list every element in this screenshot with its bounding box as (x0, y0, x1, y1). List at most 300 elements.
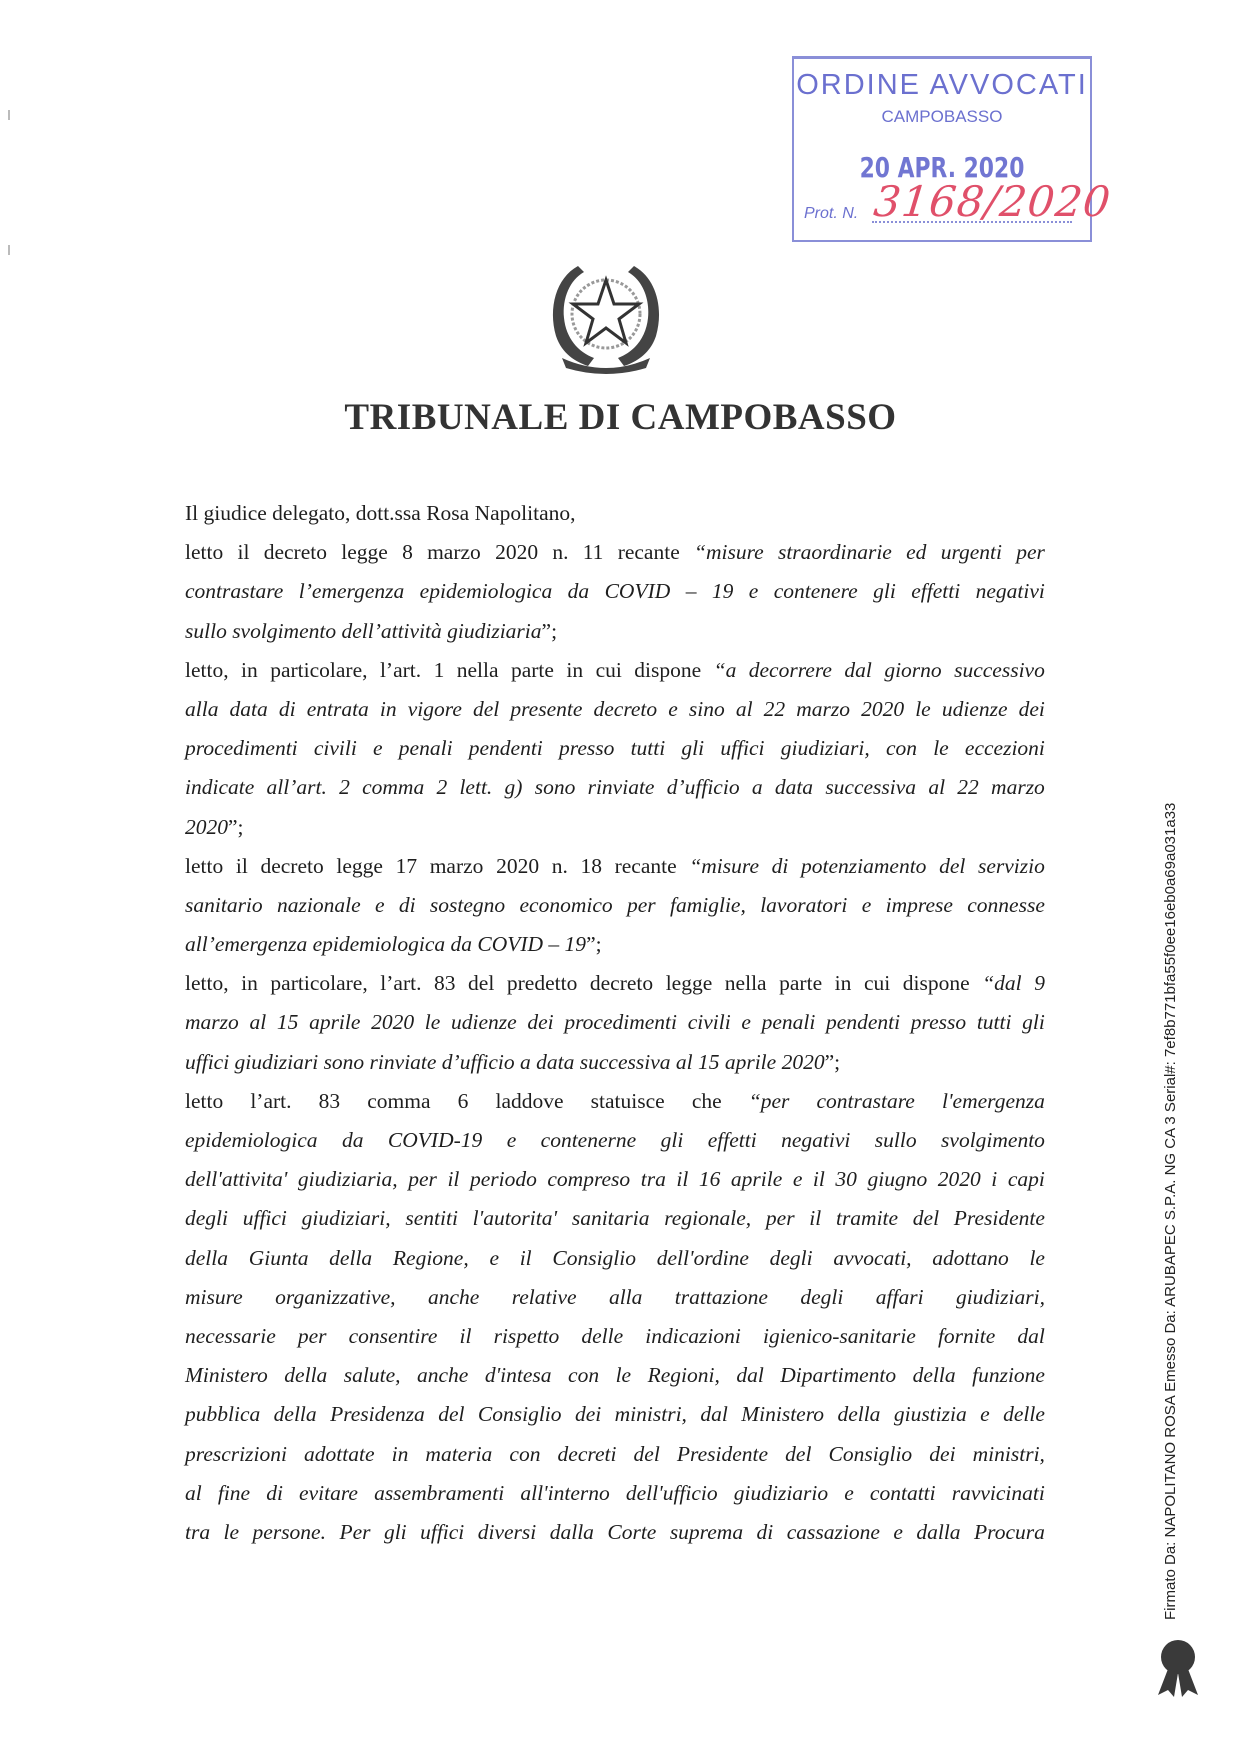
quoted-word: successivo (954, 657, 1045, 682)
quoted-word: giudiziari, (780, 736, 870, 761)
quoted-word: le (933, 736, 949, 761)
quoted-word: giustizia (893, 1402, 967, 1427)
quoted-word: 30 (835, 1167, 857, 1192)
quoted-word: tra (185, 1519, 211, 1544)
quoted-word: le (1029, 1245, 1045, 1270)
quoted-word: il (447, 1167, 460, 1192)
scan-edge-mark (8, 110, 10, 120)
body-word: decreto (263, 540, 327, 565)
quoted-word: nazionale (277, 892, 361, 917)
quoted-word: marzo (991, 775, 1045, 800)
quoted-word: e (374, 892, 385, 917)
body-line (185, 886, 1045, 925)
body-word: 17 (395, 853, 418, 878)
body-word: predetto (506, 971, 578, 996)
italian-republic-emblem-icon (548, 258, 664, 376)
body-line (185, 847, 1045, 886)
quoted-word: a (751, 775, 763, 800)
body-line (185, 1082, 1045, 1121)
quoted-text: all’emergenza epidemiologica da COVID – 19 (185, 932, 587, 957)
quoted-word: e (506, 1128, 517, 1152)
body-line (185, 690, 1045, 729)
quoted-word: funzione (972, 1363, 1045, 1388)
quoted-word: relative (511, 1284, 577, 1309)
body-word: parte (779, 971, 823, 996)
body-word: letto, (185, 971, 229, 996)
body-line (185, 768, 1045, 807)
quoted-word: le (223, 1519, 240, 1544)
quoted-word: 9 (1034, 971, 1045, 996)
quoted-text: 2020 (185, 814, 228, 839)
quoted-word: giudiziario (733, 1480, 829, 1505)
quoted-word: avvocati, (833, 1245, 912, 1270)
quoted-word: economico (519, 892, 613, 917)
quoted-word: in (379, 696, 397, 721)
quoted-word: organizzative, (275, 1284, 396, 1309)
body-word: letto (185, 1088, 224, 1113)
quoted-word: Procura (974, 1519, 1045, 1544)
quoted-word: le (615, 1363, 632, 1388)
body-line (185, 1121, 1045, 1160)
body-line (185, 651, 1045, 690)
body-text: ”; (541, 618, 558, 643)
quoted-word: per (765, 1206, 795, 1231)
quoted-word: servizio (977, 853, 1045, 878)
quoted-word: e (792, 1167, 803, 1192)
body-word: legge (341, 540, 388, 565)
body-word: laddove (495, 1088, 564, 1113)
quoted-word: 22 (957, 775, 979, 800)
body-word: nella (456, 657, 499, 682)
quoted-word: gli (873, 579, 896, 604)
quoted-word: dei (929, 1441, 956, 1466)
quoted-word: procedimenti (185, 736, 298, 761)
quoted-word: negativi (975, 579, 1045, 604)
quoted-word: marzo (185, 1010, 239, 1035)
body-line (185, 1317, 1045, 1356)
body-word: marzo (427, 540, 481, 565)
body-word: decreto (589, 971, 654, 996)
quoted-word: Ministero (185, 1363, 268, 1388)
body-word: letto (185, 853, 224, 878)
quoted-word: l'autorita' (472, 1206, 558, 1231)
body-text: Il giudice delegato, dott.ssa Rosa Napolitano, (185, 501, 576, 525)
quoted-word: dei (1018, 696, 1045, 721)
quoted-word: l’emergenza (298, 579, 405, 604)
body-word: dispone (902, 971, 970, 996)
quoted-word: con (509, 1441, 541, 1466)
quoted-word: giudiziari, (301, 1206, 391, 1231)
quoted-word: e (668, 696, 678, 721)
quoted-word: 19 (711, 579, 734, 604)
quoted-word: materia (425, 1441, 493, 1466)
quoted-word: giugno (867, 1167, 928, 1192)
quoted-word: presso (559, 736, 615, 761)
body-line (185, 1278, 1045, 1317)
quoted-word: trattazione (674, 1284, 768, 1309)
quoted-word: il (809, 1206, 822, 1231)
quoted-word: effetti (707, 1128, 757, 1152)
body-word: nella (724, 971, 767, 996)
body-word: dispone (634, 657, 702, 682)
quoted-word: COVID-19 (387, 1128, 483, 1152)
quoted-word: ministri, (614, 1402, 687, 1427)
quoted-word: gli (383, 1519, 407, 1544)
quoted-word: decorrere (748, 657, 832, 682)
body-word: legge (336, 853, 383, 878)
quoted-word: dal (844, 657, 872, 682)
quoted-word: Ministero (741, 1402, 825, 1427)
quoted-word: sanitaria (571, 1206, 650, 1231)
quoted-word: udienze (941, 696, 1008, 721)
body-word: in (241, 971, 258, 996)
body-line (185, 1474, 1045, 1513)
body-line (185, 612, 1045, 651)
quoted-word: del (633, 1441, 660, 1466)
quoted-word: al (928, 775, 946, 800)
received-stamp (792, 56, 1114, 242)
quoted-word: tutti (976, 1010, 1012, 1035)
quoted-word: degli (185, 1206, 228, 1231)
quoted-word: il (519, 1245, 532, 1270)
body-word: 83 (318, 1088, 341, 1113)
quoted-word: rispetto (493, 1323, 560, 1348)
quoted-word: dell'attivita' (185, 1167, 288, 1192)
quoted-word: del (785, 1441, 812, 1466)
quoted-word: rinviate (587, 775, 655, 800)
body-word: l’art. (250, 1088, 292, 1113)
quoted-word: al (249, 1010, 267, 1035)
quoted-word: giudiziaria, (297, 1167, 398, 1192)
quoted-word: Presidente (676, 1441, 769, 1466)
quoted-word: della (273, 1402, 317, 1427)
quoted-word: Consiglio (477, 1402, 562, 1427)
quoted-word: misure (185, 1284, 243, 1309)
quoted-word: data (774, 775, 814, 800)
quoted-word: epidemiologica (185, 1128, 318, 1152)
quoted-word: contrastare (185, 579, 284, 604)
quoted-word: della (329, 1245, 373, 1270)
quoted-word: contenerne (540, 1128, 637, 1152)
quoted-word: il (676, 1167, 689, 1192)
quoted-word: uffici (242, 1206, 287, 1231)
quoted-word: della (837, 1402, 881, 1427)
body-text: ”; (824, 1049, 841, 1074)
quoted-word: tutti (630, 736, 666, 761)
quoted-word: evitare (299, 1480, 358, 1505)
body-line (185, 1395, 1045, 1434)
quoted-word: necessarie (185, 1323, 276, 1348)
quoted-word: della (185, 1245, 228, 1270)
scan-edge-mark (8, 245, 10, 255)
quoted-word: al (185, 1480, 202, 1505)
body-word: in (241, 657, 258, 682)
quoted-word: connesse (967, 892, 1045, 917)
quoted-word: igienico-sanitarie (762, 1323, 916, 1348)
quoted-word: – (685, 579, 697, 604)
quoted-word: e (980, 1402, 990, 1427)
body-word: l’art. (379, 657, 422, 682)
quoted-word: dei (574, 1402, 602, 1427)
quoted-word: per (408, 1167, 437, 1192)
quoted-word: il (812, 1167, 825, 1192)
quoted-word: imprese (885, 892, 953, 917)
body-text: ”; (228, 814, 244, 839)
quoted-word: affari (875, 1284, 924, 1309)
stamp-date: 20 APR. 2020 (859, 151, 1025, 184)
quoted-word: sanitario (185, 892, 263, 917)
quoted-word: regionale, (664, 1206, 752, 1231)
quoted-word: l'emergenza (941, 1088, 1045, 1113)
quoted-word: sostegno (429, 892, 506, 917)
body-line (185, 808, 1045, 847)
quoted-word: uffici (420, 1519, 465, 1544)
quoted-word: lett. (459, 775, 493, 800)
body-word: legge (665, 971, 713, 996)
body-line (185, 925, 1045, 964)
quoted-word: dalla (916, 1519, 961, 1544)
stamp-protocol-label: Prot. N. (804, 205, 859, 222)
body-word: cui (863, 971, 891, 996)
quoted-word: Regione, (392, 1245, 469, 1270)
body-word: 1 (433, 657, 445, 682)
quoted-word: famiglie, (670, 892, 746, 917)
quoted-word: “per (748, 1088, 790, 1113)
quoted-word: per (627, 892, 656, 917)
quoted-word: tra (640, 1167, 666, 1192)
body-line (185, 729, 1045, 768)
digital-signature-text: Firmato Da: NAPOLITANO ROSA Emesso Da: ARUBAPEC S.P.A. NG CA 3 Serial#: 7ef8b771bfa55f0ee16eb0a69a031a33 (1162, 802, 1179, 1620)
quoted-word: dalla (549, 1519, 594, 1544)
quoted-text: uffici giudiziari sono rinviate d’ufficio a data successiva al 15 aprile 2020 (185, 1049, 825, 1074)
quoted-word: straordinarie (777, 540, 892, 565)
body-word: cui (595, 657, 622, 682)
body-text: ”; (586, 932, 602, 957)
body-word: statuisce (590, 1088, 665, 1113)
quoted-word: successiva (825, 775, 917, 800)
quoted-word: degli (769, 1245, 813, 1270)
quoted-word: Presidenza (330, 1402, 425, 1427)
quoted-word: delle (1003, 1402, 1045, 1427)
quoted-word: di (266, 1480, 283, 1505)
body-word: 2020 (495, 540, 539, 565)
quoted-word: fine (217, 1480, 251, 1505)
quoted-word: cassazione (786, 1519, 880, 1544)
quoted-word: contrastare (816, 1088, 915, 1113)
quoted-word: data (229, 696, 268, 721)
quoted-word: giorno (884, 657, 942, 682)
quoted-word: fornite (937, 1323, 996, 1348)
body-line (185, 572, 1045, 611)
quoted-word: COVID (604, 579, 671, 604)
quoted-word: pendenti (468, 736, 543, 761)
body-line (185, 1513, 1045, 1552)
body-word: il (235, 853, 248, 878)
quoted-word: aprile (309, 1010, 361, 1035)
quoted-word: uffici (720, 736, 765, 761)
quoted-word: dal (700, 1402, 728, 1427)
digital-signature-seal-icon (1150, 1635, 1206, 1699)
quoted-word: e (373, 736, 383, 761)
body-line (185, 1435, 1045, 1474)
quoted-word: gli (1022, 1010, 1045, 1035)
quoted-word: tramite (835, 1206, 899, 1231)
quoted-word: indicazioni (645, 1323, 741, 1348)
quoted-word: eccezioni (964, 736, 1045, 761)
quoted-word: e (748, 579, 759, 604)
body-word: marzo (429, 853, 484, 878)
quoted-word: dei (527, 1010, 554, 1035)
quoted-word: negativi (781, 1128, 851, 1152)
quoted-word: sullo (874, 1128, 917, 1152)
quoted-word: gli (681, 736, 705, 761)
quoted-word: e (893, 1519, 903, 1544)
body-word: 83 (434, 971, 456, 996)
quoted-word: Giunta (248, 1245, 309, 1270)
quoted-word: 15 (276, 1010, 299, 1035)
body-line (185, 1199, 1045, 1238)
body-word: recante (617, 540, 680, 565)
body-word: 2020 (496, 853, 540, 878)
quoted-word: con (885, 736, 917, 761)
quoted-word: contenere (773, 579, 858, 604)
body-line (185, 1356, 1045, 1395)
quoted-word: Corte (607, 1519, 657, 1544)
quoted-word: di (278, 696, 296, 721)
quoted-word: assembramenti (374, 1480, 505, 1505)
quoted-word: il (459, 1323, 472, 1348)
quoted-word: alla (608, 1284, 643, 1309)
quoted-word: ministri, (972, 1441, 1045, 1466)
quoted-word: dal (1017, 1323, 1045, 1348)
body-line (185, 1160, 1045, 1199)
quoted-word: vigore (407, 696, 462, 721)
body-word: 11 (582, 540, 604, 565)
stamp-protocol-number: 3168/2020 (871, 177, 1114, 226)
body-word: letto, (185, 657, 229, 682)
body-word: particolare, (270, 971, 368, 996)
quoted-word: ed (906, 540, 927, 565)
quoted-word: gli (660, 1128, 684, 1152)
quoted-word: urgenti (940, 540, 1002, 565)
quoted-word: “a (713, 657, 737, 682)
quoted-word: giudiziari, (955, 1284, 1045, 1309)
quoted-text: sullo svolgimento dell’attività giudiziaria (185, 618, 542, 643)
quoted-word: svolgimento (941, 1128, 1045, 1152)
quoted-word: potenziamento (801, 853, 927, 878)
quoted-word: di (398, 892, 416, 917)
quoted-word: 2 (339, 775, 350, 800)
quoted-word: Dipartimento (780, 1363, 897, 1388)
quoted-word: dal (736, 1363, 764, 1388)
quoted-word: di (756, 1519, 774, 1544)
quoted-word: al (735, 696, 753, 721)
quoted-word: del (472, 696, 500, 721)
quoted-word: penali (761, 1010, 816, 1035)
quoted-word: Per (339, 1519, 371, 1544)
quoted-word: civili (687, 1010, 731, 1035)
quoted-word: dell'ufficio (625, 1480, 718, 1505)
body-word: del (468, 971, 495, 996)
quoted-word: “misure (694, 540, 764, 565)
body-line (185, 1003, 1045, 1042)
quoted-word: Consiglio (828, 1441, 913, 1466)
quoted-word: e (741, 1010, 751, 1035)
quoted-word: alla (185, 696, 219, 721)
body-word: il (237, 540, 250, 565)
body-word: letto (185, 540, 224, 565)
body-word: 8 (402, 540, 413, 565)
quoted-word: anche (427, 1284, 480, 1309)
quoted-word: da (567, 579, 590, 604)
quoted-word: e (489, 1245, 499, 1270)
quoted-word: prescrizioni (185, 1441, 287, 1466)
body-word: che (691, 1088, 722, 1113)
body-word: n. (552, 540, 569, 565)
quoted-word: periodo (469, 1167, 537, 1192)
quoted-word: per (297, 1323, 327, 1348)
quoted-word: sino (688, 696, 725, 721)
quoted-word: adottano (932, 1245, 1009, 1270)
quoted-word: “misure (689, 853, 759, 878)
body-line (185, 964, 1045, 1003)
body-line (185, 1239, 1045, 1278)
quoted-word: decreto (593, 696, 658, 721)
stamp-city: CAMPOBASSO (881, 107, 1003, 126)
quoted-word: Presidente (953, 1206, 1045, 1231)
quoted-word: capi (1007, 1167, 1045, 1192)
quoted-word: presso (910, 1010, 967, 1035)
quoted-word: 2020 (371, 1010, 415, 1035)
quoted-word: indicate (185, 775, 255, 800)
quoted-word: salute, (343, 1363, 401, 1388)
quoted-word: 16 (698, 1167, 721, 1192)
body-word: in (834, 971, 852, 996)
quoted-word: Regioni, (647, 1363, 720, 1388)
quoted-word: all’art. (266, 775, 327, 800)
quoted-word: consentire (348, 1323, 438, 1348)
quoted-word: di (771, 853, 789, 878)
quoted-word: le (915, 696, 931, 721)
body-word: parte (510, 657, 554, 682)
document-body (185, 494, 1045, 1552)
quoted-word: entrata (306, 696, 369, 721)
quoted-word: e (844, 1480, 854, 1505)
quoted-word: pendenti (826, 1010, 901, 1035)
quoted-word: contatti (869, 1480, 936, 1505)
body-word: decreto (260, 853, 324, 878)
quoted-word: ravvicinati (951, 1480, 1045, 1505)
quoted-word: della (284, 1363, 328, 1388)
quoted-word: aprile (730, 1167, 783, 1192)
quoted-word: suprema (669, 1519, 744, 1544)
stamp-organization: ORDINE AVVOCATI (796, 69, 1088, 101)
quoted-word: d’ufficio (666, 775, 740, 800)
body-line (185, 1043, 1045, 1082)
body-word: in (566, 657, 584, 682)
quoted-word: comma (362, 775, 425, 800)
quoted-word: d'intesa (484, 1363, 552, 1388)
quoted-word: compreso (547, 1167, 631, 1192)
quoted-word: anche (417, 1363, 469, 1388)
quoted-word: persone. (252, 1519, 326, 1544)
quoted-word: udienze (451, 1010, 517, 1035)
body-word: n. (551, 853, 568, 878)
quoted-word: del (438, 1402, 465, 1427)
quoted-word: delle (581, 1323, 624, 1348)
quoted-word: 2020 (861, 696, 905, 721)
quoted-word: con (568, 1363, 600, 1388)
